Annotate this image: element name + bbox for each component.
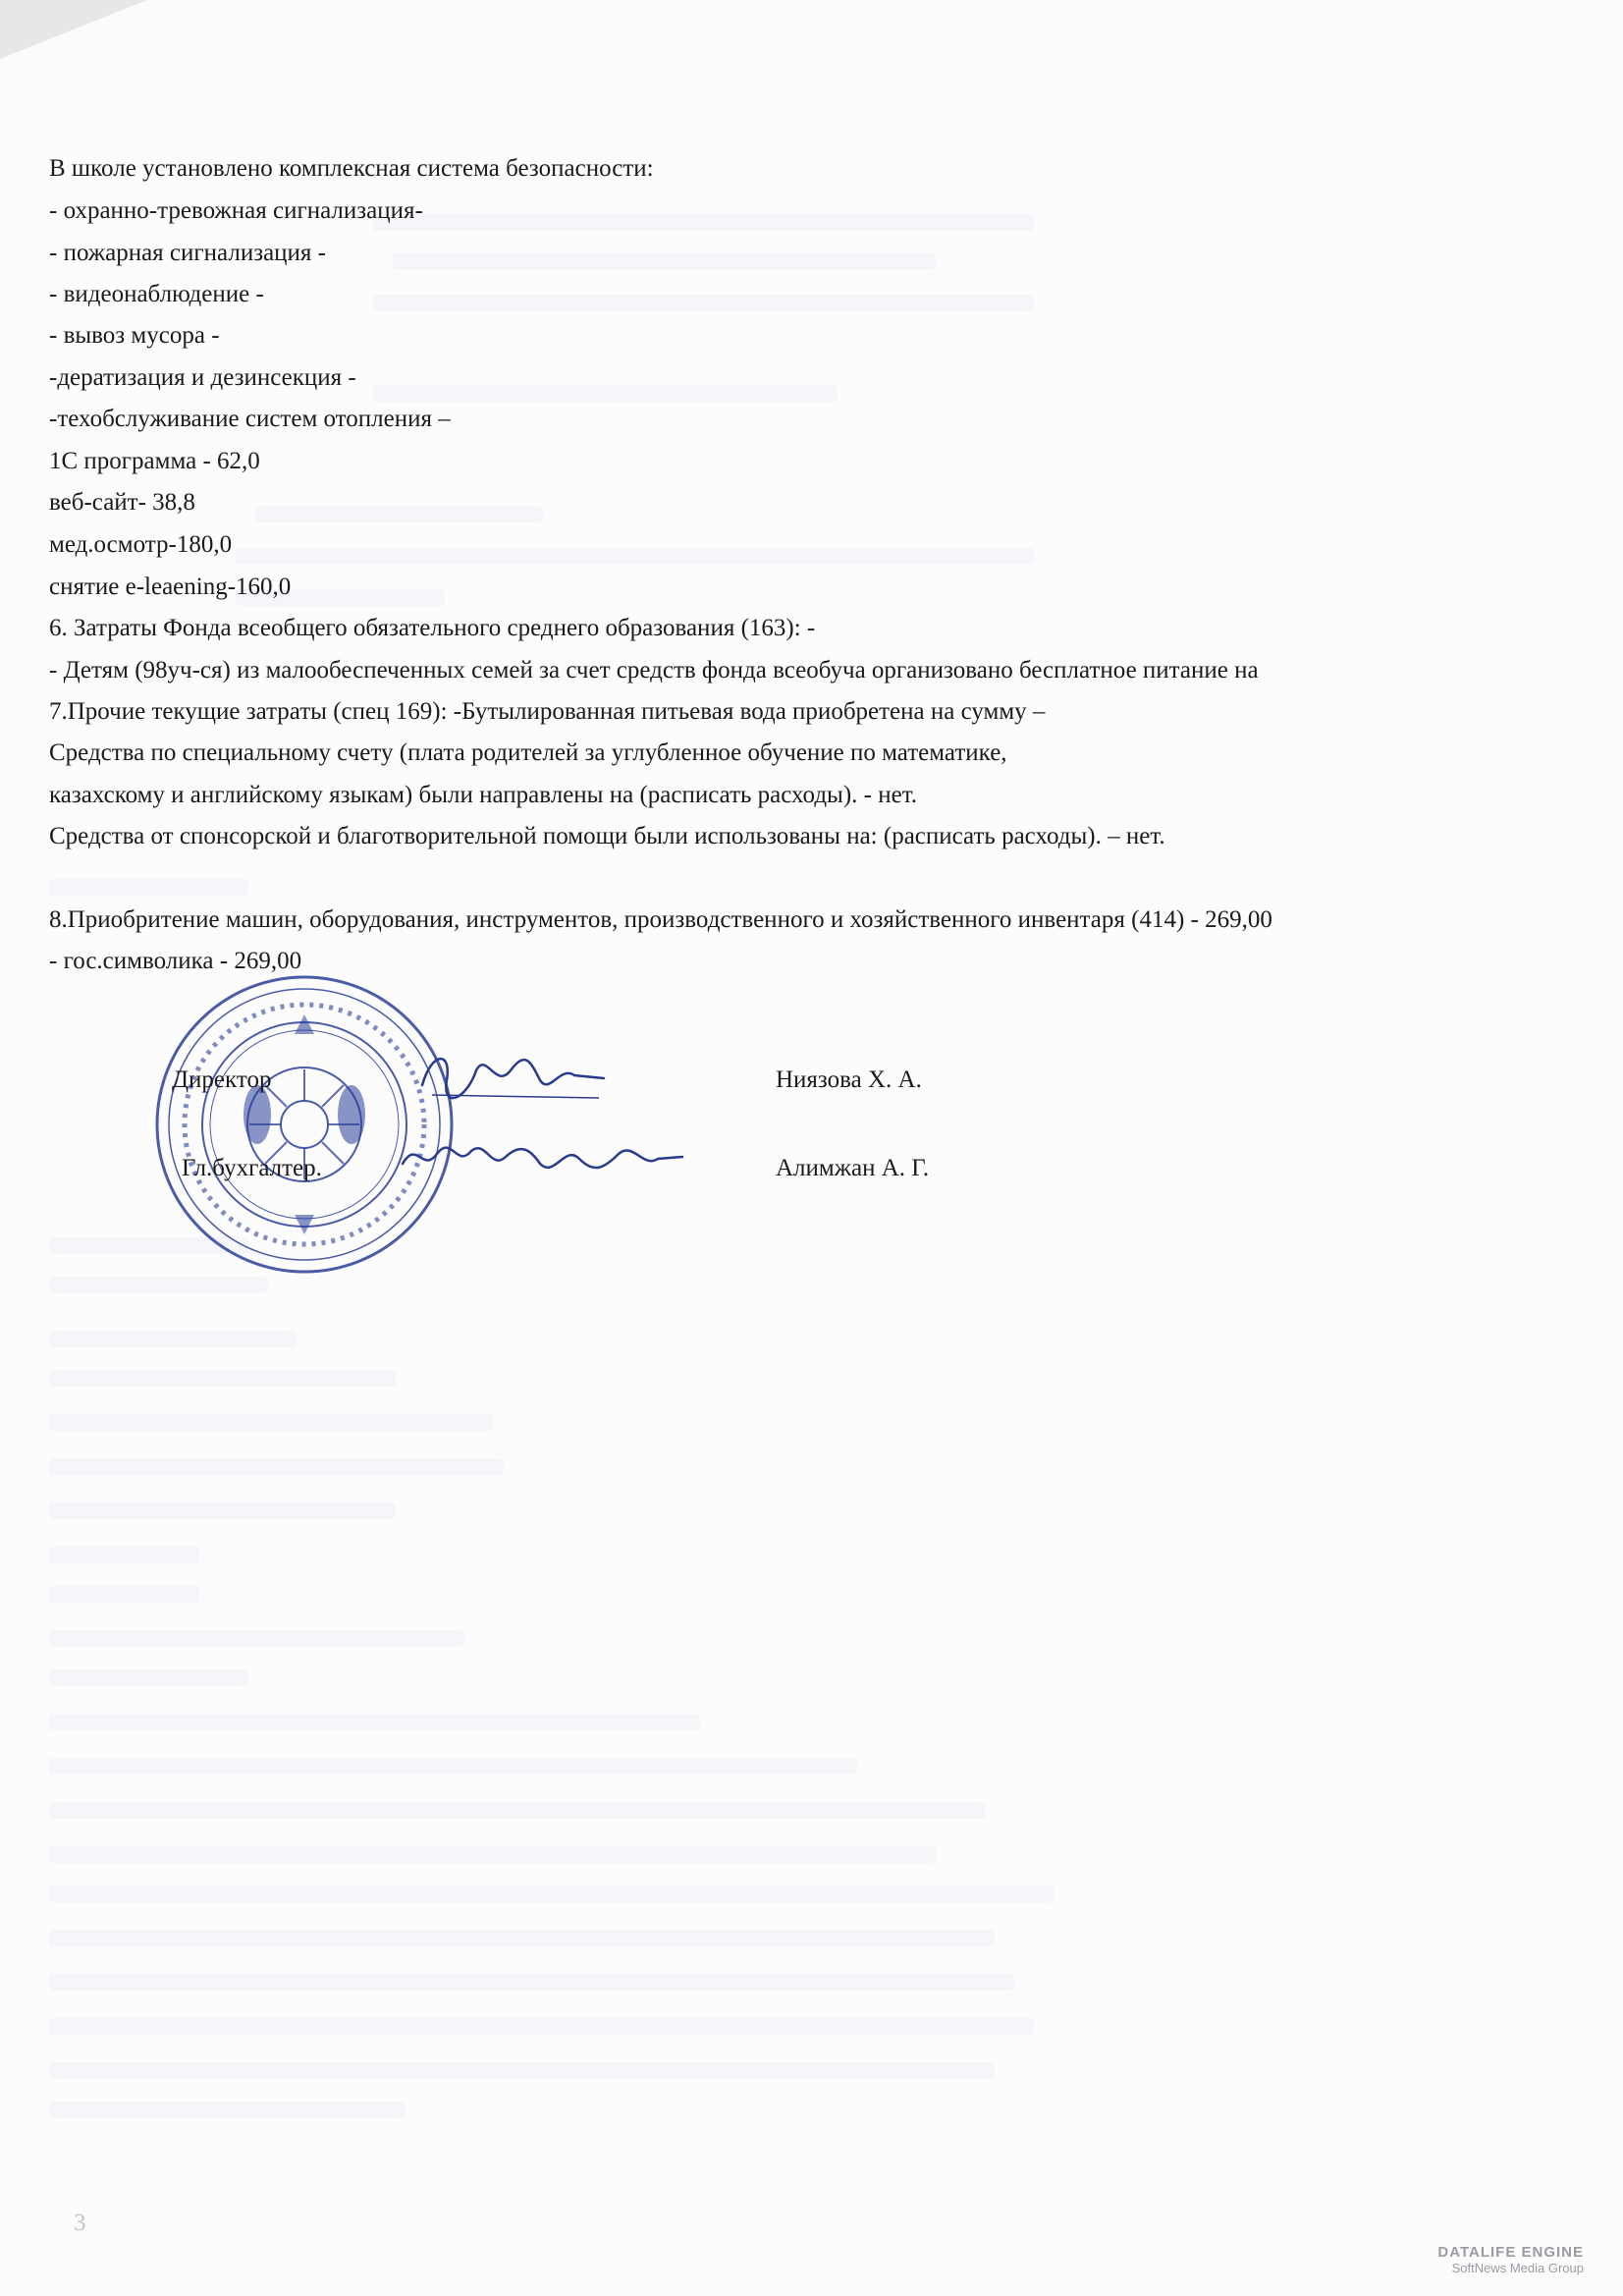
text-line: 7.Прочие текущие затраты (спец 169): -Бутылированная питьевая вода приобретена на сумму – xyxy=(49,698,1046,725)
footer-sub: SoftNews Media Group xyxy=(1451,2261,1584,2275)
footer-brand: DATALIFE ENGINE xyxy=(1437,2244,1584,2261)
accountant-handwritten-signature xyxy=(393,1129,687,1188)
page-number: 3 xyxy=(74,2210,86,2236)
text-line: веб-сайт- 38,8 xyxy=(49,489,195,516)
official-seal-stamp xyxy=(147,967,461,1282)
text-line: -техобслуживание систем отопления – xyxy=(49,406,451,432)
accountant-name: Алимжан А. Г. xyxy=(776,1155,930,1181)
text-line: В школе установлено комплексная система безопасности: xyxy=(49,155,654,182)
text-line: мед.осмотр-180,0 xyxy=(49,531,233,558)
text-line: Средства от спонсорской и благотворительной помощи были использованы на: (расписать расходы). – нет. xyxy=(49,823,1165,849)
footer-watermark xyxy=(1437,2245,1584,2276)
text-line: - Детям (98уч-ся) из малообеспеченных семей за счет средств фонда всеобуча организовано бесплатное питание на xyxy=(49,657,1259,683)
text-line: - гос.символика - 269,00 xyxy=(49,948,302,974)
director-name: Ниязова Х. А. xyxy=(776,1066,922,1093)
text-line: -дератизация и дезинсекция - xyxy=(49,364,356,391)
text-line: 8.Приобритение машин, оборудования, инструментов, производственного и хозяйственного инвентаря (414) - 269,00 xyxy=(49,906,1272,933)
director-handwritten-signature xyxy=(412,1041,609,1110)
text-line: Средства по специальному счету (плата родителей за углубленное обучение по математике, xyxy=(49,739,1007,766)
text-line: - вывоз мусора - xyxy=(49,322,220,349)
text-line: - пожарная сигнализация - xyxy=(49,240,327,266)
text-line: снятие e-leaening-160,0 xyxy=(49,574,292,600)
text-line: 1С программа - 62,0 xyxy=(49,448,260,474)
text-line: - видеонаблюдение - xyxy=(49,281,264,307)
text-line: - охранно-тревожная сигнализация- xyxy=(49,197,423,224)
director-title: Директор xyxy=(172,1066,272,1093)
accountant-title: Гл.бухгалтер. xyxy=(182,1155,322,1181)
text-line: 6. Затраты Фонда всеобщего обязательного среднего образования (163): - xyxy=(49,615,816,641)
text-line: казахскому и английскому языкам) были направлены на (расписать расходы). - нет. xyxy=(49,782,918,808)
page-corner-fold xyxy=(0,0,147,59)
